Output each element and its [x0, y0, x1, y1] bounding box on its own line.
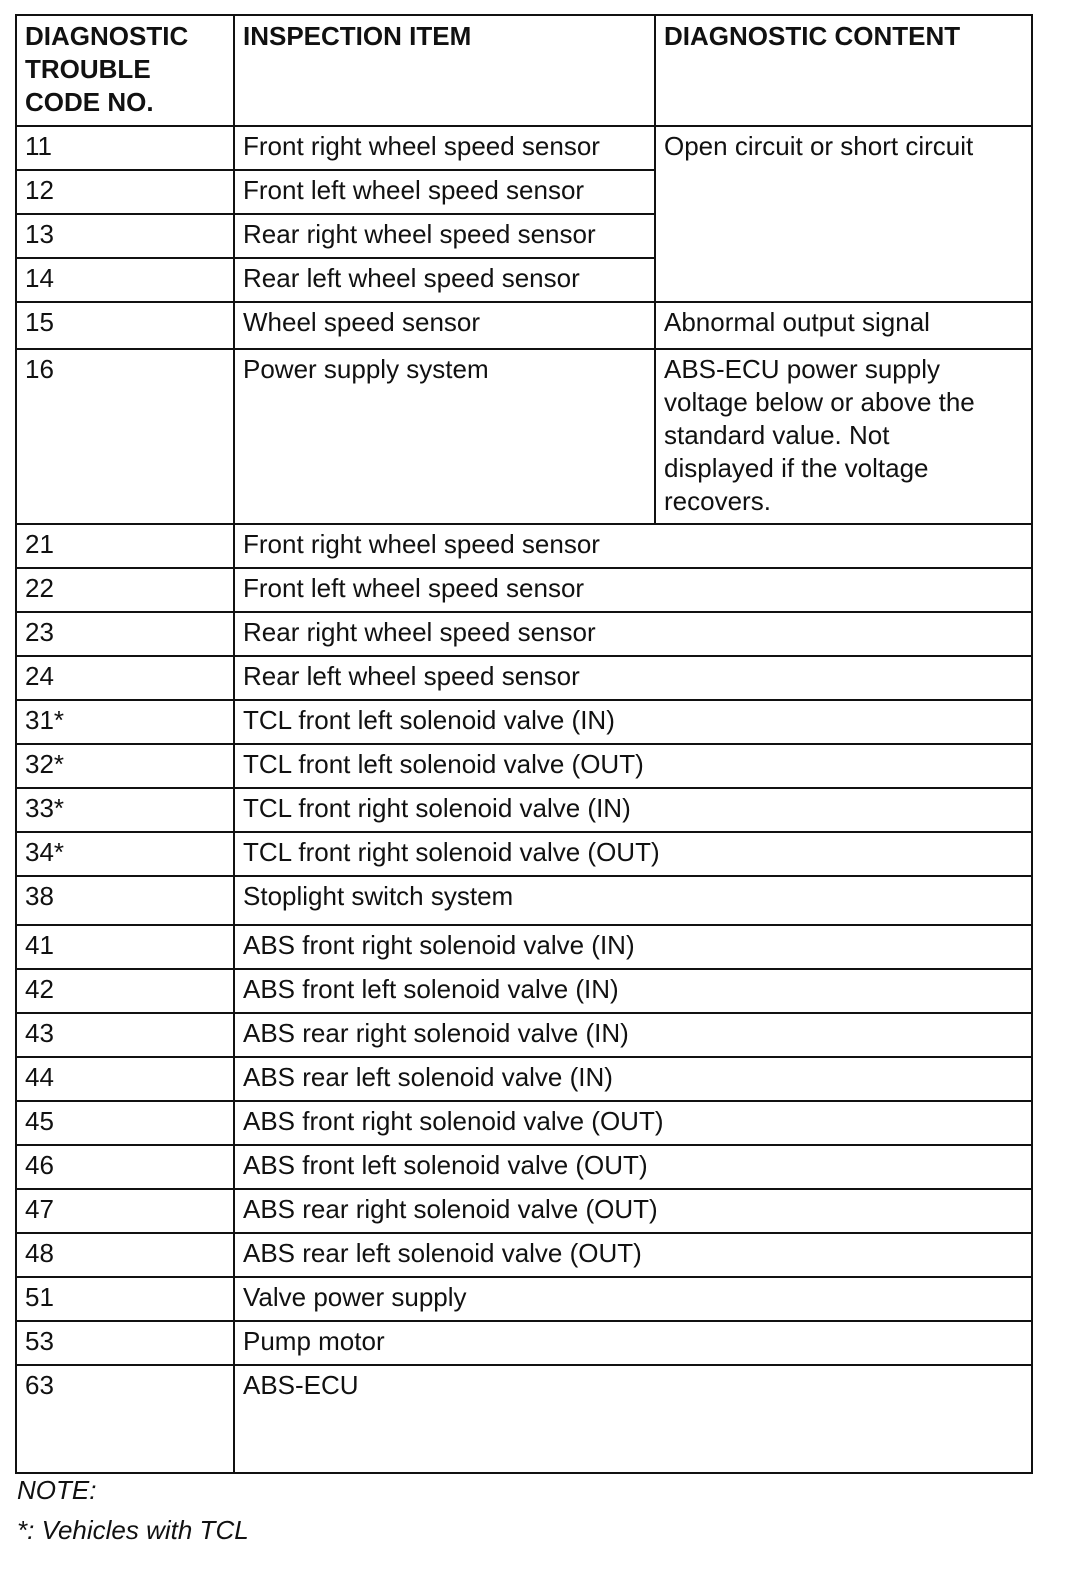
inspection-item: TCL front left solenoid valve (IN)	[234, 700, 1032, 744]
inspection-item: ABS-ECU	[234, 1365, 1032, 1473]
inspection-item: TCL front right solenoid valve (IN)	[234, 788, 1032, 832]
dtc-code: 33*	[16, 788, 234, 832]
dtc-code: 53	[16, 1321, 234, 1365]
inspection-item: Front left wheel speed sensor	[234, 170, 655, 214]
table-row	[16, 788, 1032, 832]
dtc-code: 11	[16, 126, 234, 170]
table-row	[16, 1189, 1032, 1233]
table-row	[16, 832, 1032, 876]
dtc-code: 45	[16, 1101, 234, 1145]
inspection-item: Pump motor	[234, 1321, 1032, 1365]
diagnostic-content: ABS-ECU power supply voltage below or above the standard value. Not displayed if the voltage recovers.	[655, 349, 1032, 524]
dtc-code: 46	[16, 1145, 234, 1189]
inspection-item: ABS rear left solenoid valve (OUT)	[234, 1233, 1032, 1277]
inspection-item: Front left wheel speed sensor	[234, 568, 1032, 612]
table-row	[16, 969, 1032, 1013]
inspection-item: Stoplight switch system	[234, 876, 1032, 925]
diagnostic-content: Abnormal output signal	[655, 302, 1032, 349]
table-row	[16, 524, 1032, 568]
header-code-no: DIAGNOSTIC TROUBLE CODE NO.	[16, 15, 234, 126]
dtc-code: 32*	[16, 744, 234, 788]
table-row	[16, 1057, 1032, 1101]
dtc-code: 12	[16, 170, 234, 214]
dtc-code: 44	[16, 1057, 234, 1101]
table-header-row	[16, 15, 1032, 126]
inspection-item: Front right wheel speed sensor	[234, 126, 655, 170]
dtc-code: 41	[16, 925, 234, 969]
inspection-item: ABS front right solenoid valve (OUT)	[234, 1101, 1032, 1145]
note-title: NOTE:	[17, 1475, 97, 1505]
note-text: *: Vehicles with TCL	[17, 1515, 249, 1545]
table-row	[16, 700, 1032, 744]
inspection-item: Front right wheel speed sensor	[234, 524, 1032, 568]
table-row	[16, 126, 1032, 170]
inspection-item: ABS rear left solenoid valve (IN)	[234, 1057, 1032, 1101]
inspection-item: Rear left wheel speed sensor	[234, 656, 1032, 700]
table-row	[16, 656, 1032, 700]
table-row	[16, 1233, 1032, 1277]
dtc-code: 31*	[16, 700, 234, 744]
table-row	[16, 612, 1032, 656]
dtc-code: 43	[16, 1013, 234, 1057]
inspection-item: Rear right wheel speed sensor	[234, 214, 655, 258]
inspection-item: ABS front left solenoid valve (OUT)	[234, 1145, 1032, 1189]
table-row	[16, 349, 1032, 524]
inspection-item: Wheel speed sensor	[234, 302, 655, 349]
inspection-item: Rear left wheel speed sensor	[234, 258, 655, 302]
table-row	[16, 302, 1032, 349]
table-row	[16, 1101, 1032, 1145]
table-row	[16, 744, 1032, 788]
inspection-item: Valve power supply	[234, 1277, 1032, 1321]
table-row	[16, 1013, 1032, 1057]
dtc-code: 22	[16, 568, 234, 612]
inspection-item: ABS front left solenoid valve (IN)	[234, 969, 1032, 1013]
inspection-item: ABS rear right solenoid valve (OUT)	[234, 1189, 1032, 1233]
dtc-code: 38	[16, 876, 234, 925]
table-row	[16, 1145, 1032, 1189]
table-row	[16, 1365, 1032, 1473]
dtc-code: 14	[16, 258, 234, 302]
diagnostic-trouble-code-table	[15, 14, 1033, 1474]
inspection-item: ABS front right solenoid valve (IN)	[234, 925, 1032, 969]
header-diagnostic-content: DIAGNOSTIC CONTENT	[655, 15, 1032, 126]
footnote	[17, 1470, 249, 1550]
header-inspection-item: INSPECTION ITEM	[234, 15, 655, 126]
dtc-code: 16	[16, 349, 234, 524]
table-row	[16, 1321, 1032, 1365]
diagnostic-content: Open circuit or short circuit	[655, 126, 1032, 302]
dtc-code: 42	[16, 969, 234, 1013]
inspection-item: TCL front right solenoid valve (OUT)	[234, 832, 1032, 876]
dtc-code: 34*	[16, 832, 234, 876]
dtc-code: 13	[16, 214, 234, 258]
dtc-code: 24	[16, 656, 234, 700]
dtc-code: 51	[16, 1277, 234, 1321]
inspection-item: TCL front left solenoid valve (OUT)	[234, 744, 1032, 788]
dtc-document	[15, 14, 1031, 1474]
inspection-item: ABS rear right solenoid valve (IN)	[234, 1013, 1032, 1057]
dtc-code: 21	[16, 524, 234, 568]
inspection-item: Power supply system	[234, 349, 655, 524]
table-row	[16, 876, 1032, 925]
table-row	[16, 925, 1032, 969]
dtc-code: 48	[16, 1233, 234, 1277]
dtc-code: 23	[16, 612, 234, 656]
inspection-item: Rear right wheel speed sensor	[234, 612, 1032, 656]
table-row	[16, 1277, 1032, 1321]
table-row	[16, 568, 1032, 612]
dtc-code: 47	[16, 1189, 234, 1233]
dtc-code: 63	[16, 1365, 234, 1473]
dtc-code: 15	[16, 302, 234, 349]
